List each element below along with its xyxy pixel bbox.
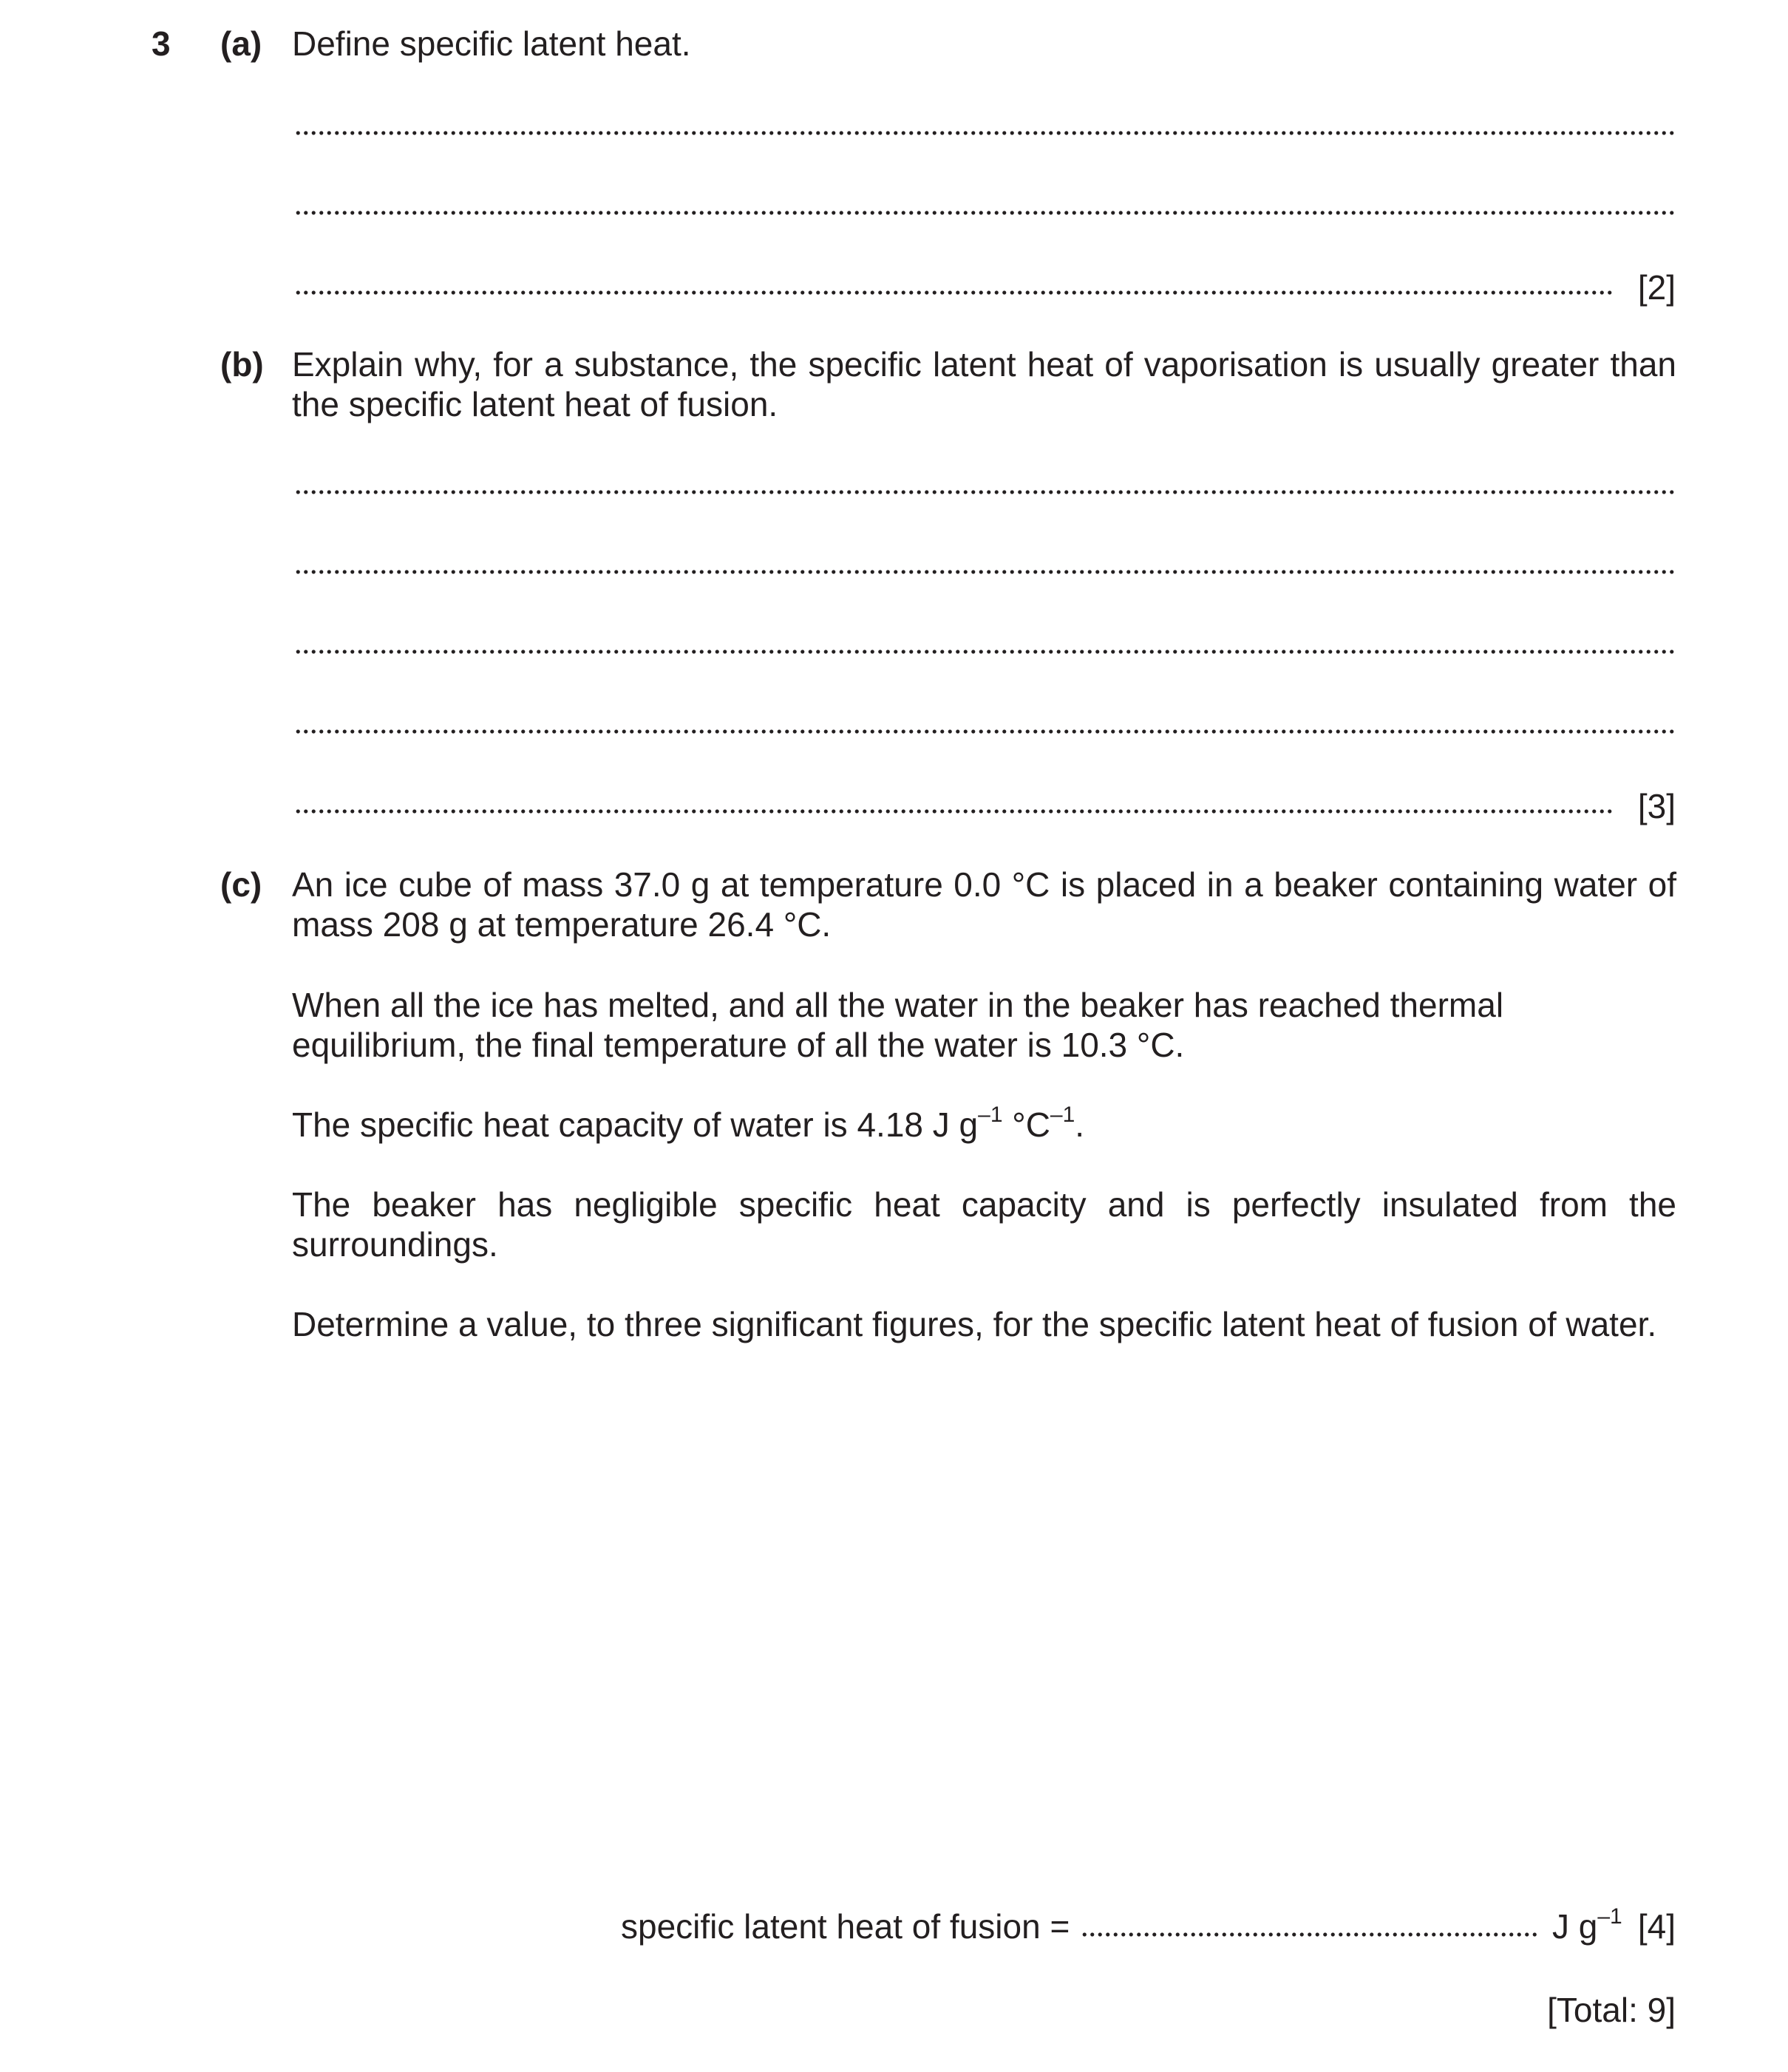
answer-line-a2[interactable] [294, 210, 1675, 216]
answer-line-b4[interactable] [294, 729, 1675, 735]
total-marks: [Total: 9] [1547, 1991, 1676, 2029]
part-c-paragraph-5: Determine a value, to three significant figures, for the specific latent heat of fusion of water. [292, 1305, 1657, 1343]
exponent: –1 [1050, 1102, 1075, 1127]
part-c-paragraph-2: When all the ice has melted, and all the water in the beaker has reached thermal equilibrium, the final temperature of all the water is 10.3 °C. [292, 986, 1504, 1064]
answer-line-a1[interactable] [294, 130, 1675, 136]
part-b-marks: [3] [1637, 787, 1676, 825]
part-b-prompt: Explain why, for a substance, the specific latent heat of vaporisation is usually greater than the specific latent heat of fusion. [292, 345, 1676, 423]
exponent: –1 [978, 1102, 1003, 1127]
part-c-paragraph-4: The beaker has negligible specific heat capacity and is perfectly insulated from the surroundings. [292, 1185, 1676, 1264]
specific-heat-text: The specific heat capacity of water is 4.18 J g [292, 1105, 979, 1144]
answer-line-b3[interactable] [294, 649, 1675, 655]
part-b-label: (b) [220, 345, 264, 384]
unit-text: J g [1552, 1907, 1598, 1946]
part-c-label: (c) [220, 865, 262, 904]
answer-line-b2[interactable] [294, 569, 1675, 575]
part-a-marks: [2] [1637, 268, 1676, 307]
part-c-marks: [4] [1637, 1907, 1676, 1946]
answer-label: specific latent heat of fusion = [621, 1907, 1070, 1946]
degree-celsius-unit: °C [1002, 1105, 1050, 1144]
part-a-label: (a) [220, 24, 262, 63]
part-a-prompt: Define specific latent heat. [292, 24, 691, 63]
answer-line-c[interactable] [1081, 1932, 1539, 1938]
question-number: 3 [152, 24, 171, 63]
sentence-end: . [1075, 1105, 1085, 1144]
unit-exponent: –1 [1597, 1904, 1622, 1929]
answer-line-b1[interactable] [294, 489, 1675, 495]
part-c-paragraph-1: An ice cube of mass 37.0 g at temperature 0.0 °C is placed in a beaker containing water of mass 208 g at temperature 26.4 °C. [292, 865, 1676, 944]
answer-line-a3[interactable] [294, 290, 1614, 296]
part-c-paragraph-3 [292, 1102, 1676, 1145]
answer-line-b5[interactable] [294, 808, 1614, 814]
answer-unit [1552, 1906, 1622, 1946]
